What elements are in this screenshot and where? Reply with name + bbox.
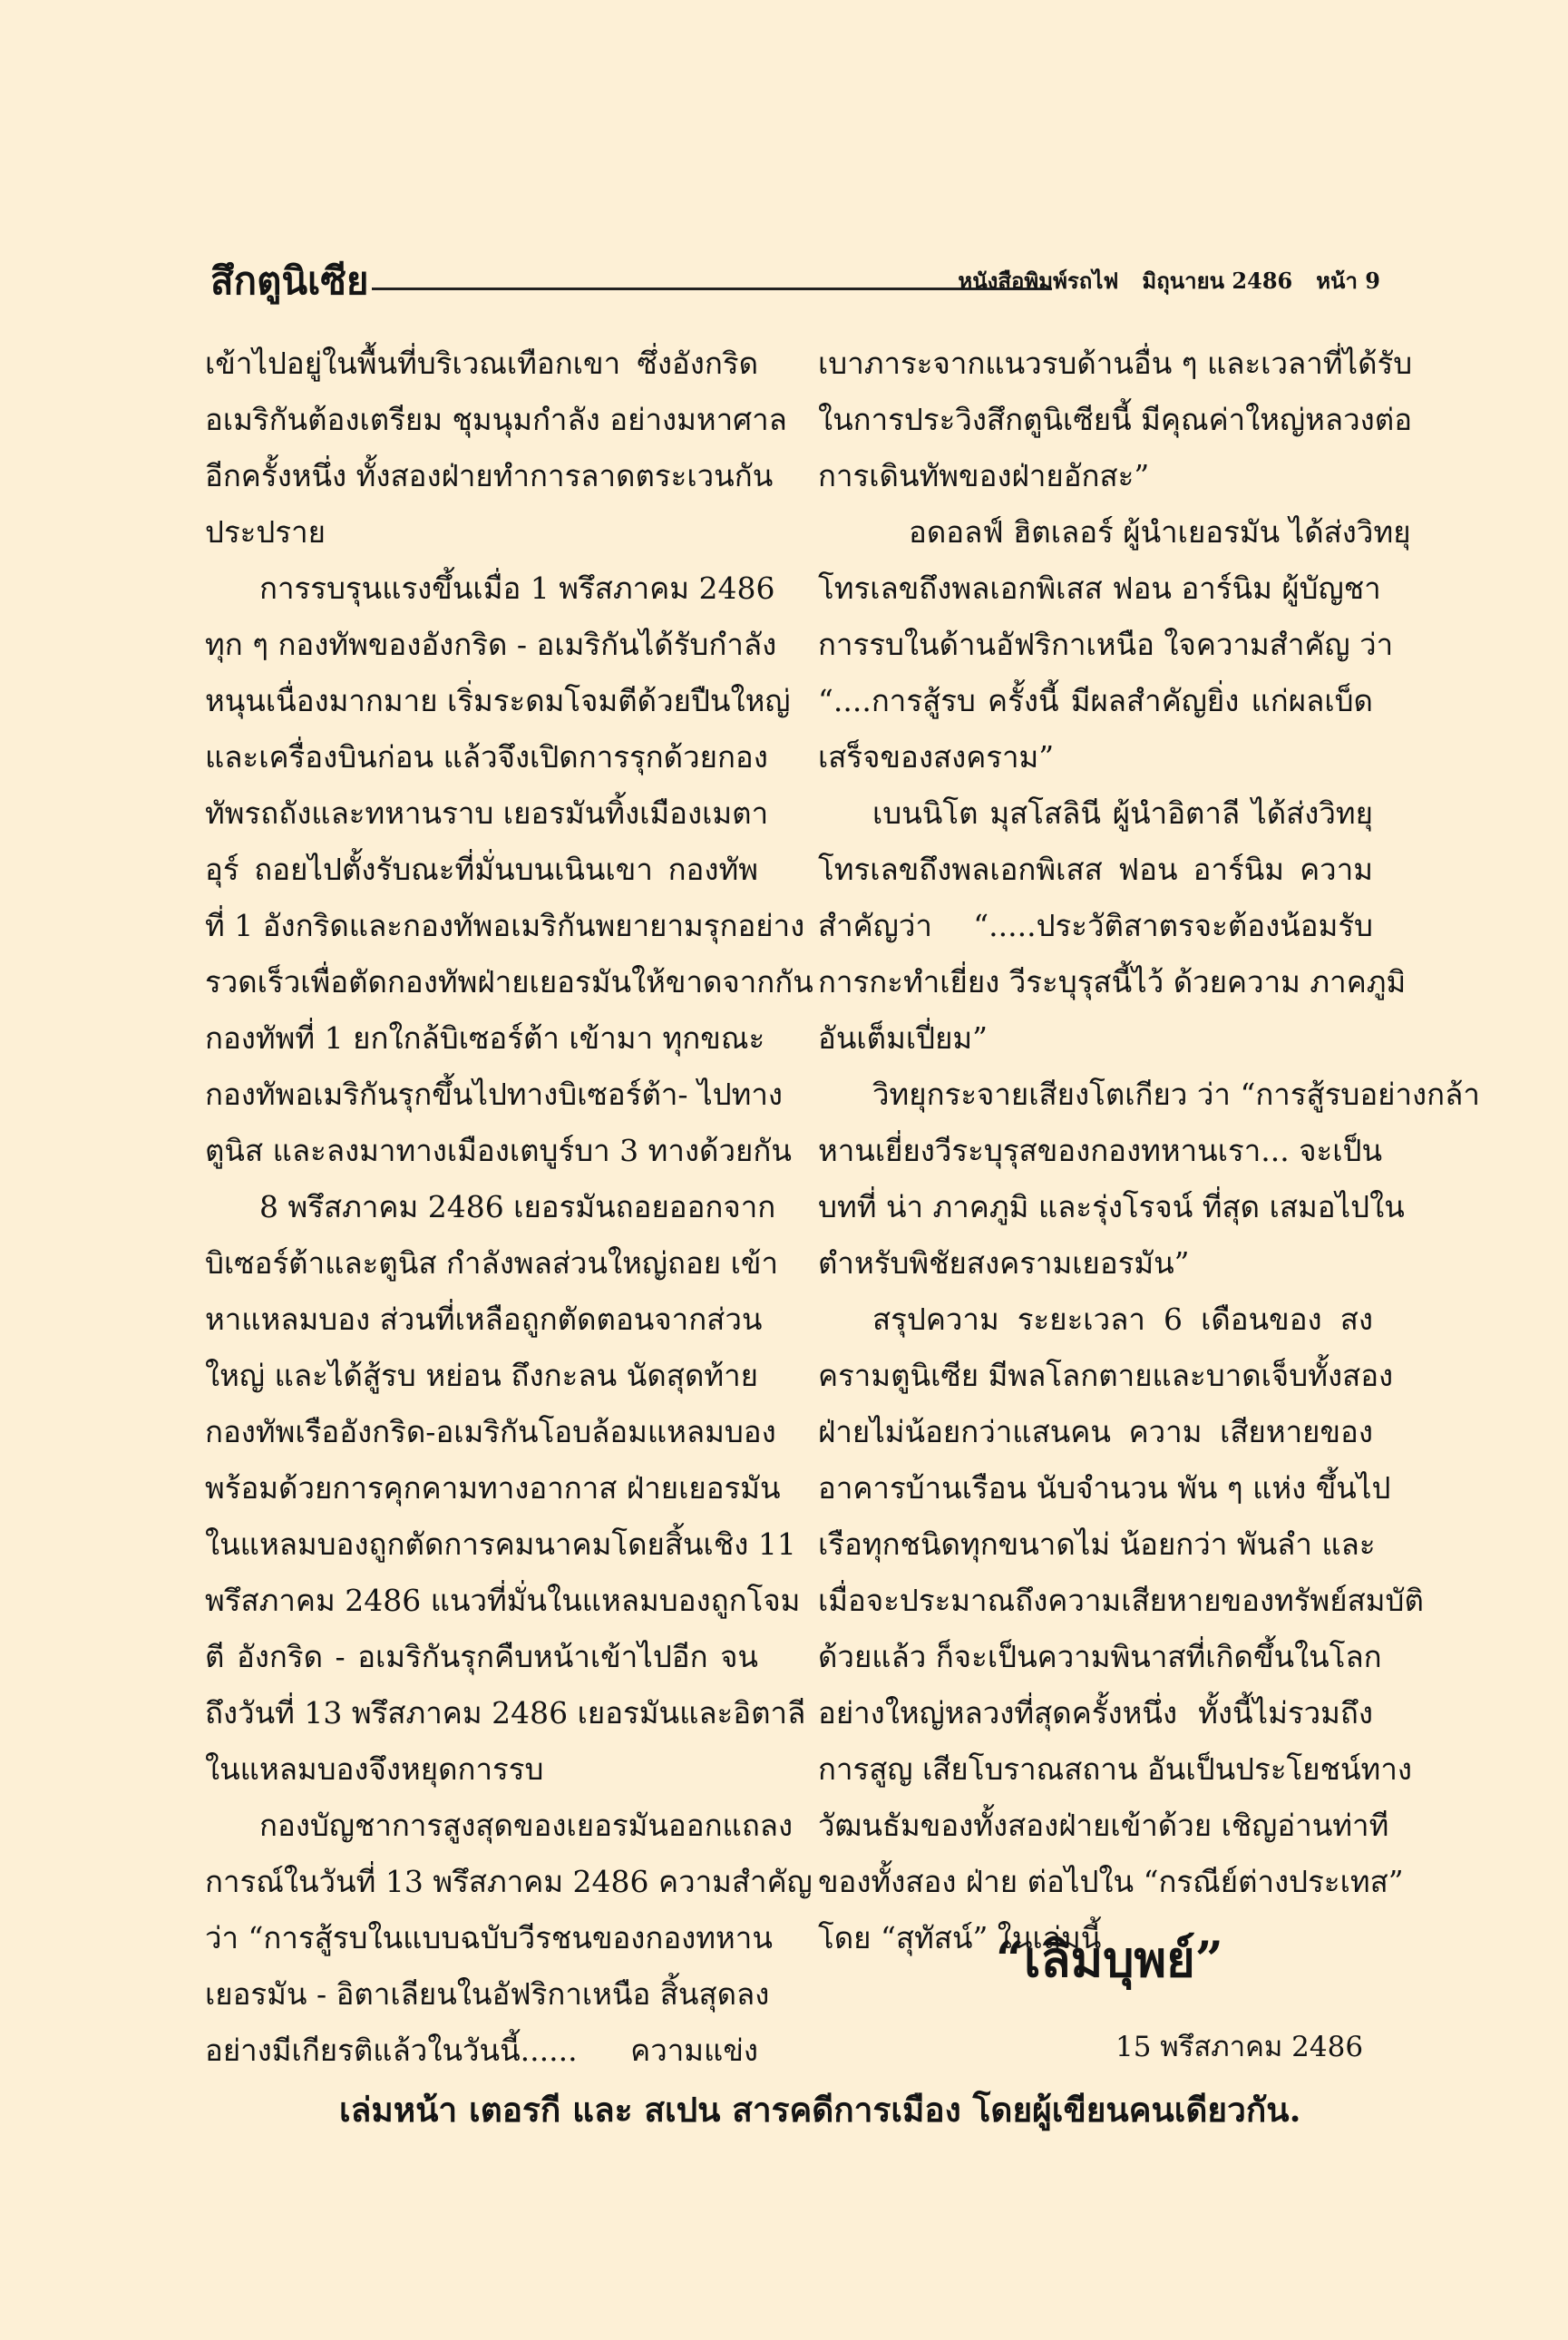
left-column-line: และเครื่องบินก่อน แล้วจึงเปิดการรุกด้วยกอง: [205, 739, 768, 775]
right-column-line: อาคารบ้านเรือน นับจำนวน พัน ๆ แห่ง ขึ้นไป: [818, 1470, 1391, 1506]
right-column-line: การเดินทัพของฝ่ายอักสะ”: [818, 458, 1150, 493]
right-column-line: สำคัญว่า “.....ประวัติสาตรจะต้องน้อมรับ: [818, 908, 1373, 943]
left-column-line: ว่า “การสู้รบในแบบฉบับวีรชนของกองทหาน: [205, 1920, 773, 1955]
right-column-line: เบาภาระจากแนวรบด้านอื่น ๆ และเวลาที่ได้รับ: [818, 346, 1413, 381]
right-column-line: “....การสู้รบ ครั้งนี้ มีผลสำคัญยิ่ง แก่ผลเบ็ด: [818, 683, 1373, 718]
issue-date: มิถุนายน 2486: [1142, 268, 1293, 294]
right-column-line: วิทยุกระจายเสียงโตเกียว ว่า “การสู้รบอย่างกล้า: [872, 1077, 1480, 1112]
left-column-line: อเมริกันต้องเตรียม ชุมนุมกำลัง อย่างมหาศาล: [205, 402, 787, 437]
left-column-line: ตูนิส และลงมาทางเมืองเตบูร์บา 3 ทางด้วยกัน: [205, 1133, 792, 1168]
right-column-line: อย่างใหญ่หลวงที่สุดครั้งหนึ่ง ทั้งนี้ไม่รวมถึง: [818, 1695, 1373, 1731]
right-column-line: การกะทำเยี่ยง วีระบุรุสนี้ไว้ ด้วยความ ภาคภูมิ: [818, 964, 1407, 999]
right-column-line: โทรเลขถึงพลเอกพิเสส ฟอน อาร์นิม ความ: [818, 852, 1373, 887]
right-column-line: สรุปความ ระยะเวลา 6 เดือนของ สง: [872, 1302, 1373, 1337]
right-column-line: ด้วยแล้ว ก็จะเป็นความพินาสที่เกิดขึ้นในโลก: [818, 1639, 1382, 1674]
left-column-line: หนุนเนื่องมากมาย เริ่มระดมโจมตีด้วยปืนใหญ่: [205, 683, 791, 718]
right-column-line: เสร็จของสงคราม”: [818, 739, 1055, 775]
right-column-line: วัฒนธัมของทั้งสองฝ่ายเข้าด้วย เชิญอ่านท่าที: [818, 1808, 1389, 1843]
left-column-line: กองบัญชาการสูงสุดของเยอรมันออกแถลง: [259, 1808, 794, 1843]
left-column-line: ทัพรถถังและทหานราบ เยอรมันทิ้งเมืองเมตา: [205, 795, 769, 831]
newspaper-name: หนังสือพิมพ์รถไฟ: [958, 268, 1119, 294]
left-column-line: ในแหลมบองจึงหยุดการรบ: [205, 1751, 544, 1787]
right-column-line: เมื่อจะประมาณถึงความเสียหายของทรัพย์สมบัติ: [818, 1583, 1424, 1618]
left-column-line: การณ์ในวันที่ 13 พรึสภาคม 2486 ความสำคัญ: [205, 1864, 813, 1899]
right-column-line: เบนนิโต มุสโสลินี ผู้นำอิตาลี ได้ส่งวิทยุ: [872, 795, 1373, 831]
signature-date: 15 พรึสภาคม 2486: [1115, 2031, 1364, 2063]
left-column-line: อย่างมีเกียรติแล้วในวันนี้...... ความแข่ง: [205, 2033, 758, 2068]
footer-note: เล่มหน้า เตอรกี และ สเปน สารคดีการเมือง โดยผู้เขียนคนเดียวกัน.: [339, 2090, 1301, 2130]
right-column: [818, 336, 1480, 1966]
author-signature: “เลิมบุพย์”: [996, 1930, 1223, 1988]
right-column-line: อันเต็มเปี่ยม”: [818, 1020, 989, 1056]
right-column-line: ในการประวิงสึกตูนิเซียนี้ มีคุณค่าใหญ่หลวงต่อ: [818, 402, 1413, 437]
left-column-line: ที่ 1 อังกริดและกองทัพอเมริกันพยายามรุกอย่าง: [205, 908, 805, 943]
right-column-line: เรือทุกชนิดทุกขนาดไม่ น้อยกว่า พันลำ และ: [818, 1526, 1376, 1562]
left-column-line: การรบรุนแรงขึ้นเมื่อ 1 พรึสภาคม 2486: [259, 570, 775, 606]
left-column-line: ใหญ่ และได้สู้รบ หย่อน ถึงกะลน นัดสุดท้าย: [205, 1358, 758, 1393]
left-column-line: เข้าไปอยู่ในพื้นที่บริเวณเทือกเขา ซึ่งอังกริด: [205, 346, 758, 381]
left-column-line: อีกครั้งหนึ่ง ทั้งสองฝ่ายทำการลาดตระเวนกัน: [205, 458, 774, 493]
left-column-line: อุร์ ถอยไปตั้งรับณะที่มั่นบนเนินเขา กองทัพ: [205, 852, 758, 887]
left-column-line: พร้อมด้วยการคุกคามทางอากาส ฝ่ายเยอรมัน: [205, 1470, 781, 1506]
right-column-line: ตำหรับพิชัยสงครามเยอรมัน”: [818, 1245, 1190, 1281]
left-column-line: ถึงวันที่ 13 พรึสภาคม 2486 เยอรมันและอิตาลี: [205, 1695, 806, 1731]
right-column-line: การรบในด้านอัฟริกาเหนือ ใจความสำคัญ ว่า: [818, 627, 1394, 662]
page-number: หน้า 9: [1316, 268, 1380, 294]
left-column-line: หาแหลมบอง ส่วนที่เหลือถูกตัดตอนจากส่วน: [205, 1302, 763, 1337]
left-column-line: กองทัพที่ 1 ยกใกล้บิเซอร์ต้า เข้ามา ทุกขณะ: [205, 1020, 765, 1056]
left-column-line: กองทัพเรืออังกริด-อเมริกันโอบล้อมแหลมบอง: [205, 1414, 776, 1449]
article-title: สึกตูนิเซีย: [210, 258, 369, 303]
right-column-line: ฝ่ายไม่น้อยกว่าแสนคน ความ เสียหายของ: [818, 1414, 1373, 1449]
right-column-line: โทรเลขถึงพลเอกพิเสส ฟอน อาร์นิม ผู้บัญชา: [818, 570, 1381, 606]
right-column-line: บทที่ น่า ภาคภูมิ และรุ่งโรจน์ ที่สุด เสมอไปใน: [818, 1189, 1405, 1224]
left-column-line: พรึสภาคม 2486 แนวที่มั่นในแหลมบองถูกโจม: [205, 1583, 801, 1618]
left-column-line: บิเซอร์ต้าและตูนิส กำลังพลส่วนใหญ่ถอย เข้า: [205, 1245, 778, 1281]
left-column: [205, 336, 813, 2079]
header-meta: [934, 256, 1380, 307]
left-column-line: รวดเร็วเพื่อตัดกองทัพฝ่ายเยอรมันให้ขาดจากกัน: [205, 964, 813, 999]
left-column-line: กองทัพอเมริกันรุกขึ้นไปทางบิเซอร์ต้า- ไปทาง: [205, 1077, 784, 1112]
left-column-line: ทุก ๆ กองทัพของอังกริด - อเมริกันได้รับกำลัง: [205, 627, 777, 662]
left-column-line: 8 พรึสภาคม 2486 เยอรมันถอยออกจาก: [259, 1189, 776, 1224]
left-column-line: เยอรมัน - อิตาเลียนในอัฟริกาเหนือ สิ้นสุดลง: [205, 1976, 770, 2012]
right-column-line: หานเยี่ยงวีระบุรุสของกองทหานเรา... จะเป็น: [818, 1133, 1383, 1168]
right-column-line: ครามตูนิเซีย มีพลโลกตายและบาดเจ็บทั้งสอง: [818, 1358, 1394, 1393]
page-header: [210, 256, 1380, 307]
left-column-line: ตี อังกริด - อเมริกันรุกคืบหน้าเข้าไปอีก จน: [205, 1639, 758, 1674]
left-column-line: ในแหลมบองถูกตัดการคมนาคมโดยสิ้นเชิง 11: [205, 1526, 796, 1562]
left-column-line: ประปราย: [205, 514, 326, 550]
right-column-line: อดอลฟ์ ฮิตเลอร์ ผู้นำเยอรมัน ได้ส่งวิทยุ: [909, 514, 1411, 550]
right-column-line: โดย “สุทัสน์” ในเล่มนี้: [818, 1920, 1102, 1955]
right-column-line: ของทั้งสอง ฝ่าย ต่อไปใน “กรณีย์ต่างประเทส”: [818, 1864, 1404, 1899]
right-column-line: การสูญ เสียโบราณสถาน อันเป็นประโยชน์ทาง: [818, 1751, 1412, 1787]
